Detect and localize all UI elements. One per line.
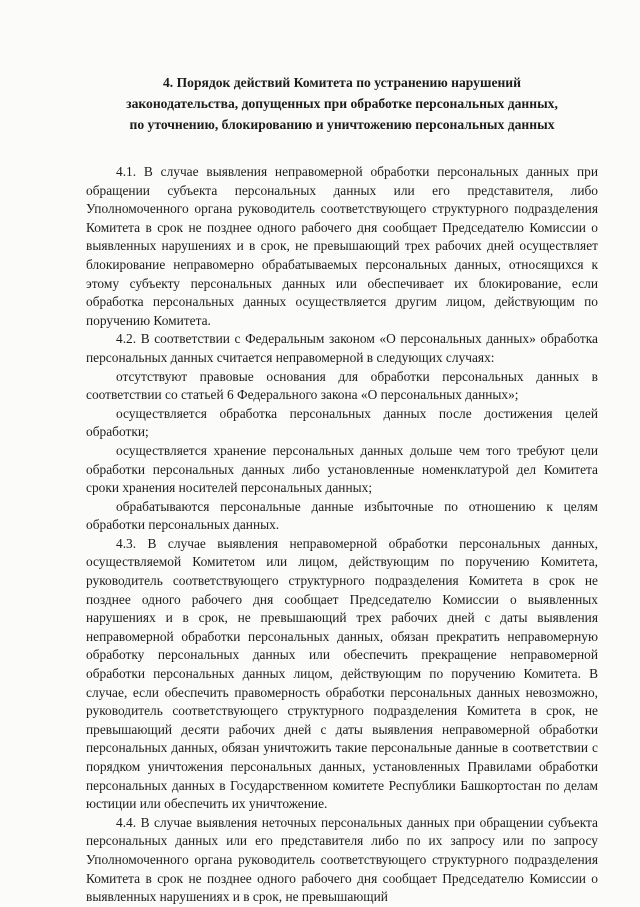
section-title-line-1: 4. Порядок действий Комитета по устранению нарушений	[163, 75, 521, 90]
section-title	[86, 72, 598, 135]
paragraph-4-1: 4.1. В случае выявления неправомерной обработки персональных данных при обращении субъекта персональных данных или его представителя, либо Уполномоченного органа руководитель соответствующего структурного подразделения Комитета в срок не позднее одного рабочего дня сообщает Председателю Комиссии о выявленных нарушениях и в срок, не превышающий трех рабочих дней осуществляет блокирование неправомерно обрабатываемых персональных данных, относящихся к этому субъекту персональных данных или обеспечивает их блокирование, если обработка персональных данных осуществляется другим лицом, действующим по поручению Комитета.	[86, 164, 598, 328]
list-item-after-goals: осуществляется обработка персональных данных после достижения целей обработки;	[86, 405, 598, 440]
paragraph-4-4: 4.4. В случае выявления неточных персональных данных при обращении субъекта персональных данных или его представителя либо по их запросу или по запросу Уполномоченного органа руководитель соответствующего структурного подразделения Комитета в срок не позднее одного рабочего дня сообщает Председателю Комиссии о выявленных нарушениях и в срок, не превышающий	[86, 814, 598, 905]
paragraph-4-2: 4.2. В соответствии с Федеральным законом «О персональных данных» обработка персональных данных считается неправомерной в следующих случаях:	[86, 331, 598, 365]
list-item-no-legal-basis: отсутствуют правовые основания для обработки персональных данных в соответствии со статьей 6 Федерального закона «О персональных данных»;	[86, 368, 598, 403]
section-title-line-2: законодательства, допущенных при обработке персональных данных,	[126, 96, 558, 111]
list-item-storage-longer: осуществляется хранение персональных данных дольше чем того требуют цели обработки персональных данных либо установленные номенклатурой дел Комитета сроки хранения носителей персональных данных;	[86, 442, 598, 496]
list-item-excessive-data: обрабатываются персональные данные избыточные по отношению к целям обработки персональных данных.	[86, 498, 598, 533]
paragraph-4-3: 4.3. В случае выявления неправомерной обработки персональных данных, осуществляемой Комитетом или лицом, действующим по поручению Комитета, руководитель соответствующего структурного подразделения Комитета в срок не позднее одного рабочего дня сообщает Председателю Комиссии о выявленных нарушениях и в срок, не превышающий трех рабочих дней с даты выявления неправомерной обработки персональных данных, обязан прекратить неправомерную обработку персональных данных или обеспечить прекращение неправомерной обработки персональных данных лицом, действующим по поручению Комитета. В случае, если обеспечить правомерность обработки персональных данных невозможно, руководитель соответствующего структурного подразделения Комитета в срок, не превышающий десяти рабочих дней с даты выявления неправомерной обработки персональных данных, обязан уничтожить такие персональные данные в соответствии с порядком уничтожения персональных данных, установленных Правилами обработки персональных данных в Государственном комитете Республики Башкортостан по делам юстиции или обеспечить их уничтожение.	[86, 535, 598, 812]
section-title-line-3: по уточнению, блокированию и уничтожению персональных данных	[129, 117, 555, 132]
